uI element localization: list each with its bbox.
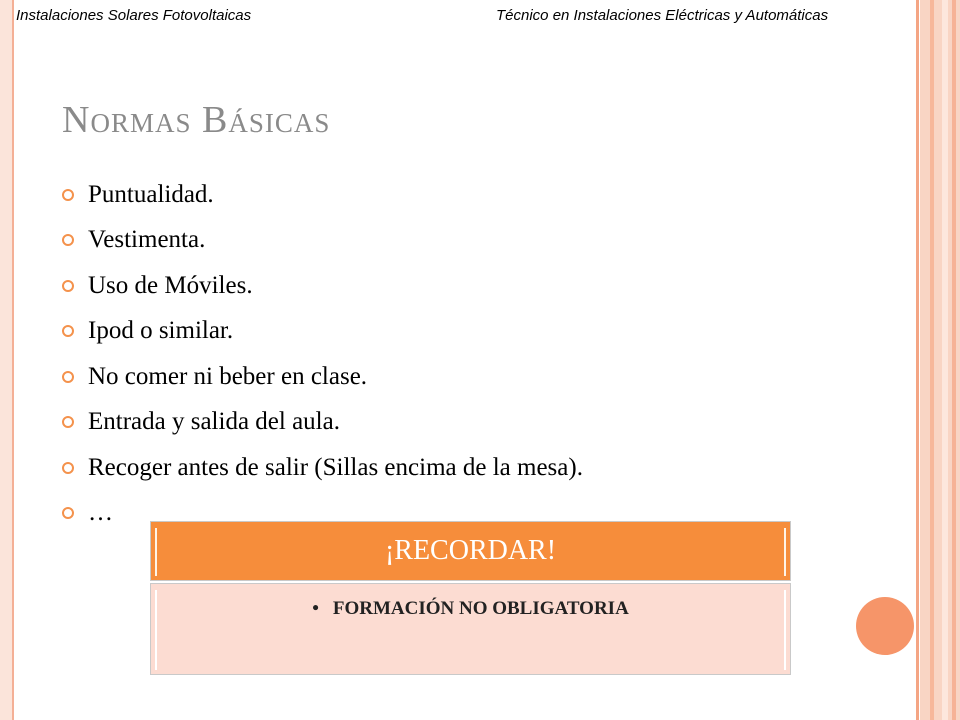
bullet-item <box>62 445 583 491</box>
callout-header <box>150 521 791 581</box>
slide-title: Normas Básicas <box>62 99 331 141</box>
bullet-ring-icon <box>62 462 74 474</box>
bullet-item <box>62 400 583 446</box>
bullet-item <box>62 263 583 309</box>
bullet-text: Vestimenta. <box>88 226 206 254</box>
bullet-ring-icon <box>62 280 74 292</box>
bullet-text: Uso de Móviles. <box>88 271 253 299</box>
bullet-ring-icon <box>62 371 74 383</box>
bullet-item <box>62 218 583 264</box>
decorative-circle <box>856 597 914 655</box>
left-decorative-strip <box>0 0 12 720</box>
bullet-item <box>62 172 583 218</box>
right-decorative-line <box>916 0 919 720</box>
callout-title: ¡RECORDAR! <box>384 535 557 566</box>
bullet-ring-icon <box>62 234 74 246</box>
bullet-dot-icon: • <box>312 598 319 619</box>
left-decorative-line <box>12 0 14 720</box>
bullet-text: … <box>88 499 113 527</box>
bullet-text: Ipod o similar. <box>88 317 234 345</box>
callout-item-text: FORMACIÓN NO OBLIGATORIA <box>332 598 629 619</box>
right-decorative-line <box>942 0 948 720</box>
bullet-item <box>62 354 583 400</box>
callout-item <box>151 598 790 620</box>
bullet-list <box>62 172 583 536</box>
bullet-text: Entrada y salida del aula. <box>88 408 340 436</box>
bullet-ring-icon <box>62 416 74 428</box>
header-program-title: Técnico en Instalaciones Eléctricas y Automáticas <box>496 7 829 24</box>
bullet-text: Puntualidad. <box>88 180 214 208</box>
bullet-text: Recoger antes de salir (Sillas encima de la mesa). <box>88 453 583 481</box>
bullet-ring-icon <box>62 325 74 337</box>
callout-body <box>150 583 791 675</box>
right-decorative-line <box>952 0 956 720</box>
bullet-item <box>62 309 583 355</box>
right-decorative-line <box>930 0 934 720</box>
bullet-text: No comer ni beber en clase. <box>88 362 368 390</box>
bullet-ring-icon <box>62 507 74 519</box>
bullet-ring-icon <box>62 189 74 201</box>
header-course-title: Instalaciones Solares Fotovoltaicas <box>16 7 252 24</box>
